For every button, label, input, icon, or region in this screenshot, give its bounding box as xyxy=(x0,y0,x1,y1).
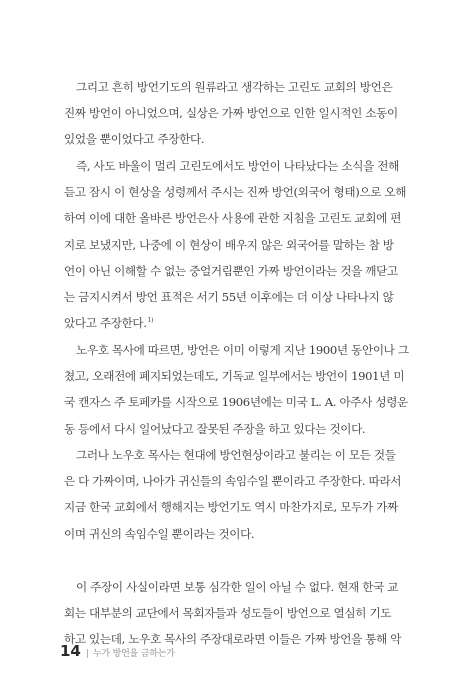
text-line: 하고 있는데, 노우호 목사의 주장대로라면 이들은 가짜 방언을 통해 악 xyxy=(64,632,402,647)
text-line: 노우호 목사에 따르면, 방언은 이미 이렇게 지난 1900년 동안이나 그 xyxy=(76,343,409,357)
page-footer xyxy=(60,642,175,662)
paragraph-3 xyxy=(64,337,420,442)
text-line: 이며 귀신의 속임수일 뿐이라는 것이다. xyxy=(64,526,255,541)
paragraph-1 xyxy=(64,74,420,153)
text-line: 회는 대부분의 교단에서 목회자들과 성도들이 방언으로 열심히 기도 xyxy=(64,606,392,621)
text-line: 은 다 가짜이며, 나아가 귀신들의 속임수일 뿐이라고 주장한다. 따라서 xyxy=(64,474,402,489)
text-line: 그리고 흔히 방언기도의 원류라고 생각하는 고린도 교회의 방언은 xyxy=(76,80,393,94)
text-line: 는 금지시켜서 방언 표적은 서기 55년 이후에는 더 이상 나타나지 않 xyxy=(64,289,394,304)
paragraph-4 xyxy=(64,442,420,547)
text-line: 하여 이에 대한 올바른 방언은사 사용에 관한 지침을 고린도 교회에 편 xyxy=(64,211,402,226)
text-line: 지금 한국 교회에서 행해지는 방언기도 역시 마찬가지로, 모두가 가짜 xyxy=(64,500,398,515)
text-line: 지로 보냈지만, 나중에 이 현상이 배우지 않은 외국어를 말하는 참 방 xyxy=(64,237,394,252)
page-number: 14 xyxy=(60,642,81,660)
text-line: 진짜 방언이 아니었으며, 실상은 가짜 방언으로 인한 일시적인 소동이 xyxy=(64,106,398,121)
text-line: 국 캔자스 주 토페카를 시작으로 1906년에는 미국 L. A. 아주사 성령운 xyxy=(64,395,408,410)
text-line xyxy=(64,310,420,336)
text-line: 이 주장이 사실이라면 보통 심각한 일이 아닐 수 없다. 현재 한국 교 xyxy=(76,580,399,594)
running-title: 누가 방언을 금하는가 xyxy=(92,649,175,659)
text-line: 언이 아닌 이해할 수 없는 중얼거림뿐인 가짜 방언이라는 것을 깨닫고 xyxy=(64,263,398,278)
text-line: 그러나 노우호 목사는 현대에 방언현상이라고 불리는 이 모든 것들 xyxy=(76,448,396,462)
text-line: 즉, 사도 바울이 멀리 고린도에서도 방언이 나타났다는 소식을 전해 xyxy=(76,159,399,173)
text-line: 있었을 뿐이었다고 주장한다. xyxy=(64,132,205,147)
text-line: 쳤고, 오래전에 폐지되었는데도, 기독교 일부에서는 방언이 1901년 미 xyxy=(64,369,405,384)
text-line: 듣고 잠시 이 현상을 성령께서 주시는 진짜 방언(외국어 형태)으로 오해 xyxy=(64,185,407,200)
paragraph-2 xyxy=(64,153,420,336)
paragraph-5 xyxy=(64,574,420,653)
text-line: 동 등에서 다시 일어났다고 잘못된 주장을 하고 있다는 것이다. xyxy=(64,421,366,436)
footnote-marker: 1) xyxy=(147,317,154,325)
footer-separator: | xyxy=(85,649,89,659)
text-line-content: 았다고 주장한다. xyxy=(64,316,147,331)
